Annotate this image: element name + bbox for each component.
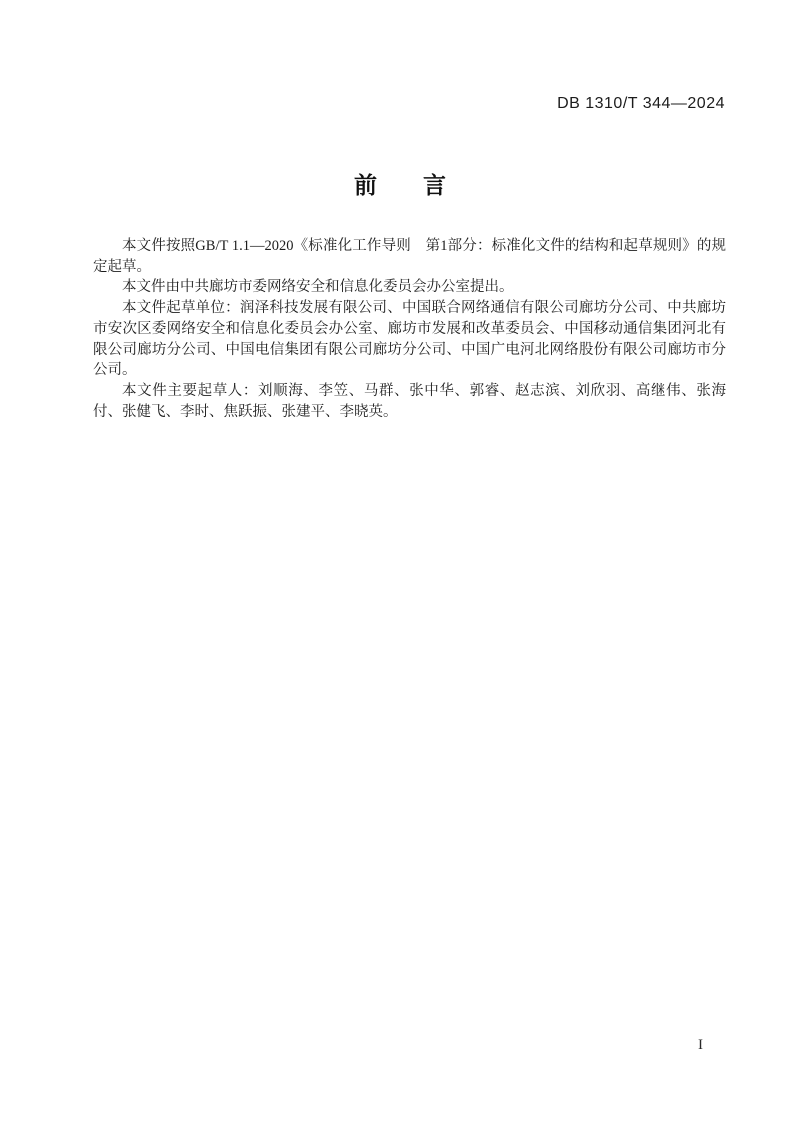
paragraph-proposed-by: 本文件由中共廊坊市委网络安全和信息化委员会办公室提出。 [122, 279, 514, 296]
page-number: I [698, 1037, 703, 1053]
standard-number: DB 1310/T 344—2024 [557, 95, 725, 112]
paragraph-main-drafters: 本文件主要起草人：刘顺海、李笠、马群、张中华、郭睿、赵志滨、刘欣羽、高继伟、张海付、张健飞、李时、焦跃振、张建平、李晓英。 [93, 382, 726, 420]
paragraph-drafting-organizations: 本文件起草单位：润泽科技发展有限公司、中国联合网络通信有限公司廊坊分公司、中共廊坊市安次区委网络安全和信息化委员会办公室、廊坊市发展和改革委员会、中国移动通信集团河北有限公司廊坊分公司、中国电信集团有限公司廊坊分公司、中国广电河北网络股份有限公司廊坊市分公司。 [93, 300, 726, 379]
foreword-body [93, 236, 726, 422]
foreword-title: 前 言 [354, 172, 446, 198]
paragraph-drafting-basis: 本文件按照GB/T 1.1—2020《标准化工作导则 第1部分：标准化文件的结构和起草规则》的规定起草。 [93, 238, 726, 275]
